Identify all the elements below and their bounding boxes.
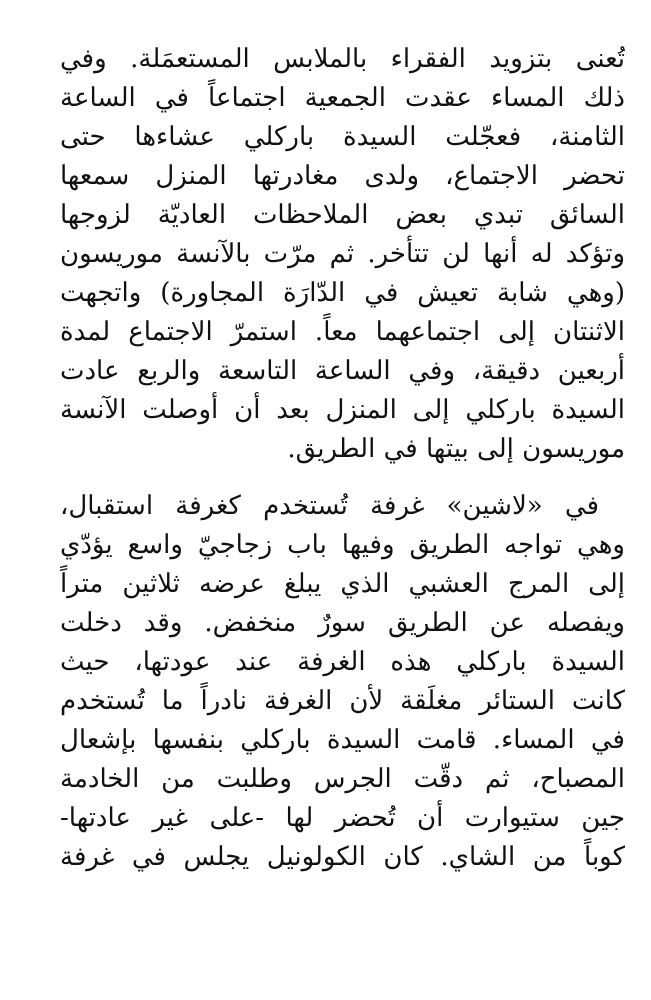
book-page — [60, 40, 625, 877]
text-line: أربعين دقيقة، وفي الساعة التاسعة والربع عادت — [60, 356, 625, 386]
text-line: إلى المرج العشبي الذي يبلغ عرضه ثلاثين متراً — [60, 569, 625, 599]
text-line: ذلك المساء عقدت الجمعية اجتماعاً في الساعة — [60, 83, 625, 113]
text-line: وتؤكد له أنها لن تتأخر. ثم مرّت بالآنسة موريسون — [60, 239, 625, 269]
text-line: السائق تبدي بعض الملاحظات العاديّة لزوجها — [60, 200, 625, 230]
text-line: السيدة باركلي إلى المنزل بعد أن أوصلت الآنسة — [60, 395, 625, 425]
text-line: في «لاشين» غرفة تُستخدم كغرفة استقبال، — [60, 491, 599, 521]
text-line: في المساء. قامت السيدة باركلي بنفسها بإشعال — [60, 725, 625, 755]
text-line: تحضر الاجتماع، ولدى مغادرتها المنزل سمعها — [60, 161, 625, 191]
paragraph-1 — [60, 40, 625, 469]
text-line: السيدة باركلي هذه الغرفة عند عودتها، حيث — [60, 647, 625, 677]
text-line: الثامنة، فعجّلت السيدة باركلي عشاءها حتى — [60, 122, 625, 152]
text-line: وهي تواجه الطريق وفيها باب زجاجيّ واسع يؤدّي — [60, 530, 625, 560]
paragraph-2 — [60, 487, 625, 877]
text-line: ويفصله عن الطريق سورٌ منخفض. وقد دخلت — [60, 608, 625, 638]
text-line: كوباً من الشاي. كان الكولونيل يجلس في غرفة — [60, 842, 625, 872]
text-line: الاثنتان إلى اجتماعهما معاً. استمرّ الاجتماع لمدة — [60, 317, 625, 347]
text-line: جين ستيوارت أن تُحضر لها -على غير عادتها- — [60, 803, 625, 833]
text-line: (وهي شابة تعيش في الدّارَة المجاورة) واتجهت — [60, 278, 625, 308]
text-line: كانت الستائر مغلَقة لأن الغرفة نادراً ما تُستخدم — [60, 686, 625, 716]
text-line: موريسون إلى بيتها في الطريق. — [287, 434, 625, 464]
text-line: المصباح، ثم دقّت الجرس وطلبت من الخادمة — [60, 764, 625, 794]
text-line: تُعنى بتزويد الفقراء بالملابس المستعمَلة. وفي — [60, 44, 625, 74]
